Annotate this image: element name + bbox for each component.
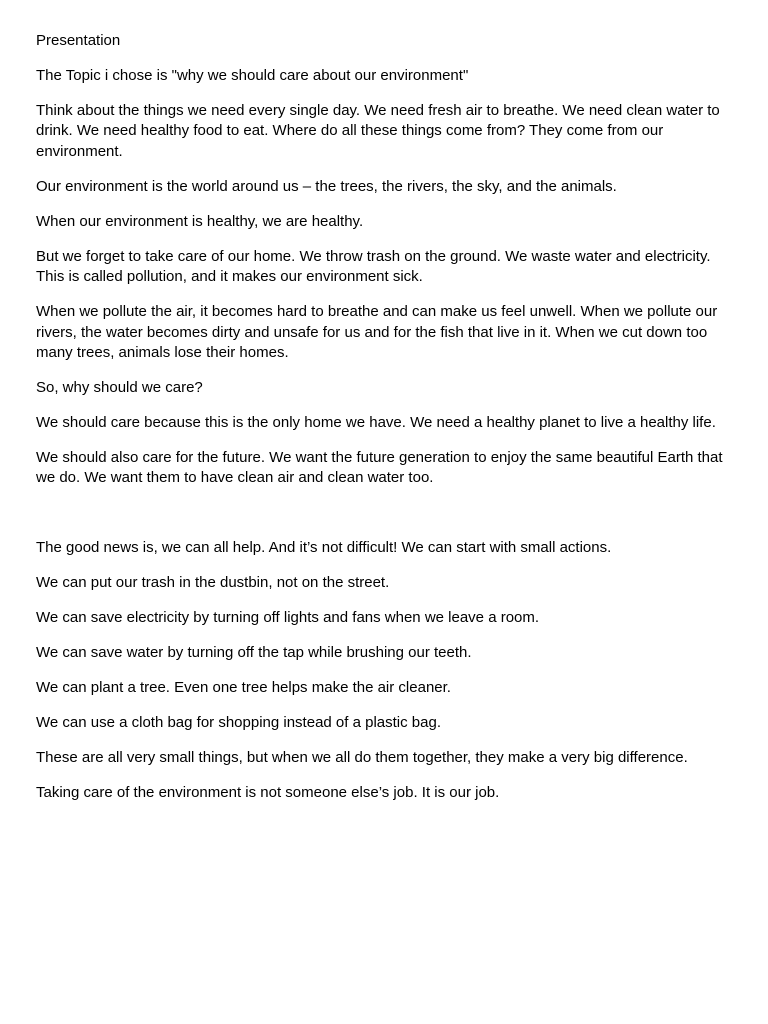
paragraph-action-tree: We can plant a tree. Even one tree helps make the air cleaner. [36, 679, 451, 697]
paragraph-pollution: But we forget to take care of our home. We throw trash on the ground. We waste water and electricity. This is called pollution, and it makes our environment sick. [36, 247, 711, 286]
paragraph-future: We should also care for the future. We want the future generation to enjoy the same beautiful Earth that we do. We want them to have clean air and clean water too. [36, 449, 723, 487]
paragraph-conclusion: Taking care of the environment is not someone else’s job. It is our job. [36, 784, 500, 802]
paragraph-action-bag: We can use a cloth bag for shopping instead of a plastic bag. [36, 714, 441, 732]
paragraph-action-electricity: We can save electricity by turning off lights and fans when we leave a room. [36, 609, 540, 627]
document-page [36, 31, 736, 818]
paragraph-pollution-effects: When we pollute the air, it becomes hard to breathe and can make us feel unwell. When we pollute our rivers, the water becomes dirty and unsafe for us and for the fish that live in it. When we cut down too many trees, animals lose their homes. [36, 303, 718, 362]
paragraph-good-news: The good news is, we can all help. And it’s not difficult! We can start with small actions. [36, 539, 612, 557]
paragraph-action-water: We can save water by turning off the tap while brushing our teeth. [36, 644, 472, 662]
document-heading: Presentation [36, 32, 121, 49]
paragraph-big-difference: These are all very small things, but when we all do them together, they make a very big difference. [36, 749, 688, 767]
paragraph-action-trash: We can put our trash in the dustbin, not on the street. [36, 574, 390, 592]
paragraph-question: So, why should we care? [36, 379, 203, 397]
paragraph-healthy: When our environment is healthy, we are healthy. [36, 212, 364, 230]
blank-line [36, 503, 736, 538]
paragraph-environment-definition: Our environment is the world around us – the trees, the rivers, the sky, and the animals. [36, 177, 617, 195]
topic-statement: The Topic i chose is "why we should care about our environment" [36, 67, 469, 84]
paragraph-needs: Think about the things we need every single day. We need fresh air to breathe. We need clean water to drink. We need healthy food to eat. Where do all these things come from? They come from our environment. [36, 102, 720, 160]
paragraph-only-home: We should care because this is the only home we have. We need a healthy planet to live a healthy life. [36, 414, 716, 432]
